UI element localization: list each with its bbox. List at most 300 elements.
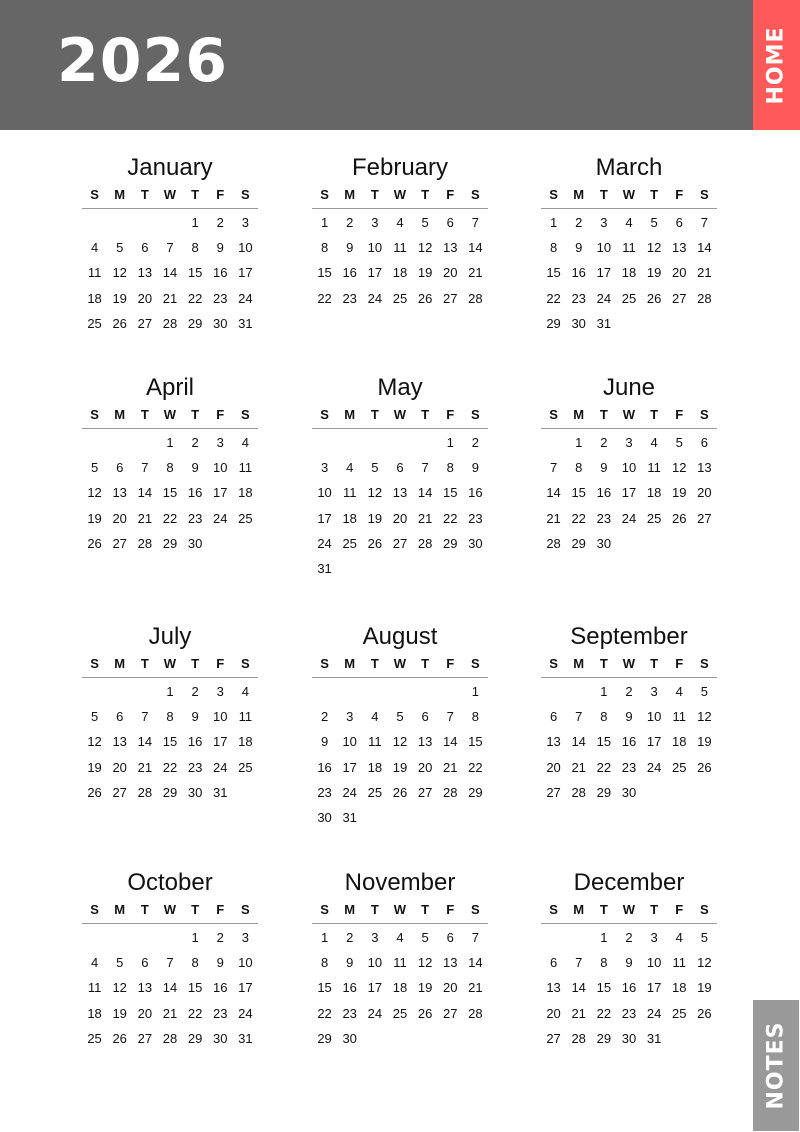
day-cell[interactable]: 22	[571, 510, 586, 526]
day-cell[interactable]: 7	[141, 460, 149, 476]
day-cell[interactable]: 15	[187, 265, 203, 281]
day-cell[interactable]: 21	[468, 265, 483, 281]
day-cell[interactable]: 21	[137, 510, 153, 526]
day-cell[interactable]: 14	[162, 265, 178, 281]
day-cell[interactable]: 22	[596, 759, 612, 775]
day-cell[interactable]: 13	[443, 955, 458, 971]
day-cell[interactable]: 18	[621, 265, 637, 281]
day-cell[interactable]: 17	[342, 759, 357, 775]
day-cell[interactable]: 28	[162, 315, 178, 331]
day-cell[interactable]: 18	[646, 485, 662, 501]
day-cell[interactable]: 6	[446, 930, 454, 945]
day-cell[interactable]: 16	[342, 980, 357, 996]
day-cell[interactable]: 28	[417, 535, 433, 551]
day-cell[interactable]: 14	[468, 955, 483, 971]
day-cell[interactable]: 5	[675, 435, 683, 450]
day-cell[interactable]: 9	[216, 955, 224, 971]
day-cell[interactable]: 14	[697, 240, 712, 256]
day-cell[interactable]: 24	[646, 1005, 662, 1021]
day-cell[interactable]: 24	[596, 290, 612, 306]
day-cell[interactable]: 27	[697, 510, 712, 526]
day-cell[interactable]: 5	[421, 930, 429, 945]
day-cell[interactable]: 23	[317, 784, 332, 800]
day-cell[interactable]: 29	[317, 1030, 332, 1046]
day-cell[interactable]: 23	[571, 290, 586, 306]
day-cell[interactable]: 15	[596, 734, 612, 750]
day-cell[interactable]: 18	[342, 510, 357, 526]
day-cell[interactable]: 12	[697, 709, 712, 725]
day-cell[interactable]: 13	[137, 980, 153, 996]
day-cell[interactable]: 14	[137, 734, 153, 750]
day-cell[interactable]: 23	[187, 759, 203, 775]
day-cell[interactable]: 3	[650, 684, 658, 699]
day-cell[interactable]: 11	[87, 265, 102, 281]
day-cell[interactable]: 7	[166, 240, 174, 256]
day-cell[interactable]: 27	[137, 1030, 153, 1046]
day-cell[interactable]: 10	[213, 709, 228, 725]
day-cell[interactable]: 17	[238, 265, 253, 281]
day-cell[interactable]: 26	[417, 290, 433, 306]
day-cell[interactable]: 7	[700, 215, 708, 230]
day-cell[interactable]: 31	[238, 315, 253, 331]
day-cell[interactable]: 24	[213, 510, 228, 526]
day-cell[interactable]: 1	[446, 435, 454, 450]
day-cell[interactable]: 21	[571, 759, 586, 775]
day-cell[interactable]: 24	[367, 290, 383, 306]
day-cell[interactable]: 11	[87, 980, 102, 996]
day-cell[interactable]: 27	[112, 535, 127, 551]
day-cell[interactable]: 21	[546, 510, 561, 526]
day-cell[interactable]: 5	[421, 215, 429, 230]
day-cell[interactable]: 16	[621, 734, 637, 750]
day-cell[interactable]: 17	[238, 980, 253, 996]
day-cell[interactable]: 17	[646, 734, 662, 750]
day-cell[interactable]: 22	[187, 290, 203, 306]
day-cell[interactable]: 18	[87, 1005, 102, 1021]
day-cell[interactable]: 13	[417, 734, 433, 750]
day-cell[interactable]: 29	[546, 315, 561, 331]
day-cell[interactable]: 11	[368, 734, 382, 750]
day-cell[interactable]: 24	[213, 759, 228, 775]
day-cell[interactable]: 19	[87, 510, 102, 526]
day-cell[interactable]: 3	[216, 684, 224, 699]
day-cell[interactable]: 6	[549, 709, 558, 725]
day-cell[interactable]: 16	[213, 980, 228, 996]
day-cell[interactable]: 5	[90, 709, 99, 725]
day-cell[interactable]: 21	[137, 759, 153, 775]
day-cell[interactable]: 5	[116, 240, 124, 256]
day-cell[interactable]: 2	[346, 215, 354, 230]
day-cell[interactable]: 7	[575, 955, 583, 971]
day-cell[interactable]: 14	[468, 240, 483, 256]
day-cell[interactable]: 16	[342, 265, 357, 281]
day-cell[interactable]: 14	[571, 980, 586, 996]
day-cell[interactable]: 6	[549, 955, 558, 971]
day-cell[interactable]: 26	[87, 535, 102, 551]
day-cell[interactable]: 22	[468, 759, 483, 775]
day-cell[interactable]: 14	[417, 485, 433, 501]
notes-tab[interactable]	[753, 1000, 799, 1131]
day-cell[interactable]: 29	[162, 784, 178, 800]
day-cell[interactable]: 4	[650, 435, 658, 450]
day-cell[interactable]: 1	[166, 684, 174, 699]
day-cell[interactable]: 3	[346, 709, 354, 725]
day-cell[interactable]: 18	[87, 290, 102, 306]
day-cell[interactable]: 5	[396, 709, 404, 725]
day-cell[interactable]: 9	[575, 240, 583, 256]
day-cell[interactable]: 6	[141, 955, 149, 971]
day-cell[interactable]: 10	[646, 709, 662, 725]
day-cell[interactable]: 25	[672, 759, 687, 775]
day-cell[interactable]: 13	[112, 734, 127, 750]
day-cell[interactable]: 20	[443, 980, 458, 996]
day-cell[interactable]: 31	[213, 784, 228, 800]
day-cell[interactable]: 4	[90, 955, 99, 971]
day-cell[interactable]: 28	[571, 1030, 586, 1046]
day-cell[interactable]: 28	[137, 784, 153, 800]
day-cell[interactable]: 22	[317, 290, 332, 306]
day-cell[interactable]: 15	[317, 980, 332, 996]
day-cell[interactable]: 25	[342, 535, 357, 551]
day-cell[interactable]: 9	[216, 240, 224, 256]
day-cell[interactable]: 9	[191, 460, 199, 476]
day-cell[interactable]: 19	[646, 265, 662, 281]
day-cell[interactable]: 25	[367, 784, 383, 800]
day-cell[interactable]: 30	[621, 784, 637, 800]
day-cell[interactable]: 20	[112, 510, 127, 526]
day-cell[interactable]: 12	[697, 955, 712, 971]
day-cell[interactable]: 11	[647, 460, 661, 476]
day-cell[interactable]: 26	[112, 315, 127, 331]
day-cell[interactable]: 15	[443, 485, 458, 501]
day-cell[interactable]: 8	[600, 709, 608, 725]
day-cell[interactable]: 15	[317, 265, 332, 281]
day-cell[interactable]: 16	[468, 485, 483, 501]
day-cell[interactable]: 11	[672, 955, 686, 971]
day-cell[interactable]: 3	[241, 930, 249, 945]
day-cell[interactable]: 1	[471, 684, 479, 699]
day-cell[interactable]: 20	[112, 759, 127, 775]
day-cell[interactable]: 20	[697, 485, 712, 501]
day-cell[interactable]: 29	[187, 1030, 203, 1046]
day-cell[interactable]: 8	[471, 709, 479, 725]
day-cell[interactable]: 18	[238, 734, 253, 750]
day-cell[interactable]: 6	[700, 435, 708, 450]
day-cell[interactable]: 29	[571, 535, 586, 551]
day-cell[interactable]: 1	[320, 215, 329, 230]
day-cell[interactable]: 14	[546, 485, 561, 501]
day-cell[interactable]: 26	[646, 290, 662, 306]
day-cell[interactable]: 19	[697, 734, 712, 750]
day-cell[interactable]: 31	[596, 315, 612, 331]
day-cell[interactable]: 24	[646, 759, 662, 775]
day-cell[interactable]: 25	[672, 1005, 687, 1021]
day-cell[interactable]: 23	[213, 1005, 228, 1021]
day-cell[interactable]: 7	[471, 215, 479, 230]
day-cell[interactable]: 5	[371, 460, 379, 476]
day-cell[interactable]: 13	[546, 734, 561, 750]
day-cell[interactable]: 31	[317, 561, 332, 576]
day-cell[interactable]: 4	[675, 684, 683, 699]
day-cell[interactable]: 29	[162, 535, 178, 551]
day-cell[interactable]: 22	[546, 290, 561, 306]
day-cell[interactable]: 28	[443, 784, 458, 800]
day-cell[interactable]: 3	[320, 460, 329, 476]
day-cell[interactable]: 31	[646, 1030, 662, 1046]
day-cell[interactable]: 26	[367, 535, 383, 551]
day-cell[interactable]: 4	[625, 215, 633, 230]
day-cell[interactable]: 2	[600, 435, 608, 450]
day-cell[interactable]: 8	[446, 460, 454, 476]
day-cell[interactable]: 23	[468, 510, 483, 526]
day-cell[interactable]: 11	[672, 709, 686, 725]
day-cell[interactable]: 25	[392, 290, 408, 306]
day-cell[interactable]: 7	[549, 460, 558, 476]
day-cell[interactable]: 1	[549, 215, 558, 230]
day-cell[interactable]: 16	[187, 485, 203, 501]
day-cell[interactable]: 27	[417, 784, 433, 800]
day-cell[interactable]: 6	[421, 709, 429, 725]
day-cell[interactable]: 4	[396, 215, 404, 230]
day-cell[interactable]: 2	[575, 215, 583, 230]
day-cell[interactable]: 4	[346, 460, 354, 476]
day-cell[interactable]: 8	[191, 955, 199, 971]
day-cell[interactable]: 23	[596, 510, 612, 526]
day-cell[interactable]: 29	[443, 535, 458, 551]
day-cell[interactable]: 24	[621, 510, 637, 526]
day-cell[interactable]: 14	[137, 485, 153, 501]
day-cell[interactable]: 10	[238, 240, 253, 256]
day-cell[interactable]: 21	[162, 290, 178, 306]
day-cell[interactable]: 13	[112, 485, 127, 501]
day-cell[interactable]: 31	[342, 810, 357, 825]
day-cell[interactable]: 8	[320, 240, 329, 256]
day-cell[interactable]: 17	[646, 980, 662, 996]
day-cell[interactable]: 2	[216, 930, 224, 945]
home-tab[interactable]	[753, 0, 800, 130]
day-cell[interactable]: 18	[238, 485, 253, 501]
day-cell[interactable]: 13	[546, 980, 561, 996]
day-cell[interactable]: 5	[700, 684, 708, 699]
day-cell[interactable]: 22	[162, 759, 178, 775]
day-cell[interactable]: 27	[443, 290, 458, 306]
day-cell[interactable]: 21	[697, 265, 712, 281]
day-cell[interactable]: 29	[468, 784, 483, 800]
day-cell[interactable]: 20	[392, 510, 408, 526]
day-cell[interactable]: 9	[625, 955, 633, 971]
day-cell[interactable]: 12	[112, 265, 127, 281]
day-cell[interactable]: 17	[621, 485, 637, 501]
day-cell[interactable]: 28	[571, 784, 586, 800]
day-cell[interactable]: 3	[625, 435, 633, 450]
day-cell[interactable]: 27	[672, 290, 687, 306]
day-cell[interactable]: 4	[371, 709, 379, 725]
day-cell[interactable]: 2	[216, 215, 224, 230]
day-cell[interactable]: 20	[546, 1005, 561, 1021]
day-cell[interactable]: 11	[342, 485, 357, 501]
day-cell[interactable]: 25	[238, 759, 253, 775]
day-cell[interactable]: 10	[342, 734, 357, 750]
day-cell[interactable]: 9	[346, 955, 354, 971]
day-cell[interactable]: 26	[697, 1005, 712, 1021]
day-cell[interactable]: 23	[187, 510, 203, 526]
day-cell[interactable]: 17	[317, 510, 332, 526]
day-cell[interactable]: 7	[421, 460, 429, 476]
day-cell[interactable]: 11	[238, 709, 253, 725]
day-cell[interactable]: 6	[116, 460, 124, 476]
day-cell[interactable]: 3	[241, 215, 249, 230]
day-cell[interactable]: 12	[112, 980, 127, 996]
day-cell[interactable]: 10	[317, 485, 332, 501]
day-cell[interactable]: 21	[468, 980, 483, 996]
day-cell[interactable]: 30	[317, 810, 332, 825]
day-cell[interactable]: 12	[392, 734, 408, 750]
day-cell[interactable]: 18	[392, 265, 408, 281]
day-cell[interactable]: 12	[87, 485, 102, 501]
day-cell[interactable]: 6	[141, 240, 149, 256]
day-cell[interactable]: 16	[571, 265, 586, 281]
day-cell[interactable]: 7	[471, 930, 479, 945]
day-cell[interactable]: 8	[191, 240, 199, 256]
day-cell[interactable]: 24	[367, 1005, 383, 1021]
day-cell[interactable]: 17	[213, 485, 228, 501]
day-cell[interactable]: 1	[600, 930, 608, 945]
day-cell[interactable]: 1	[600, 684, 608, 699]
day-cell[interactable]: 10	[367, 955, 383, 971]
day-cell[interactable]: 25	[646, 510, 662, 526]
day-cell[interactable]: 22	[162, 510, 178, 526]
day-cell[interactable]: 11	[622, 240, 636, 256]
day-cell[interactable]: 25	[87, 315, 102, 331]
day-cell[interactable]: 18	[672, 734, 687, 750]
day-cell[interactable]: 23	[342, 1005, 357, 1021]
day-cell[interactable]: 17	[367, 265, 383, 281]
day-cell[interactable]: 19	[367, 510, 383, 526]
day-cell[interactable]: 30	[342, 1030, 357, 1046]
day-cell[interactable]: 26	[87, 784, 102, 800]
day-cell[interactable]: 19	[87, 759, 102, 775]
day-cell[interactable]: 19	[392, 759, 408, 775]
day-cell[interactable]: 7	[575, 709, 583, 725]
day-cell[interactable]: 30	[187, 535, 203, 551]
day-cell[interactable]: 12	[417, 955, 433, 971]
day-cell[interactable]: 3	[371, 930, 379, 945]
day-cell[interactable]: 9	[320, 734, 329, 750]
day-cell[interactable]: 30	[596, 535, 612, 551]
day-cell[interactable]: 2	[320, 709, 329, 725]
day-cell[interactable]: 2	[191, 435, 199, 450]
day-cell[interactable]: 14	[443, 734, 458, 750]
day-cell[interactable]: 4	[90, 240, 99, 256]
day-cell[interactable]: 9	[346, 240, 354, 256]
day-cell[interactable]: 19	[672, 485, 687, 501]
day-cell[interactable]: 16	[187, 734, 203, 750]
day-cell[interactable]: 27	[546, 1030, 561, 1046]
day-cell[interactable]: 27	[112, 784, 127, 800]
day-cell[interactable]: 18	[367, 759, 383, 775]
day-cell[interactable]: 24	[238, 1005, 253, 1021]
day-cell[interactable]: 26	[417, 1005, 433, 1021]
day-cell[interactable]: 10	[367, 240, 383, 256]
day-cell[interactable]: 15	[187, 980, 203, 996]
day-cell[interactable]: 8	[166, 460, 174, 476]
day-cell[interactable]: 18	[392, 980, 408, 996]
day-cell[interactable]: 6	[446, 215, 454, 230]
day-cell[interactable]: 9	[191, 709, 199, 725]
day-cell[interactable]: 16	[621, 980, 637, 996]
day-cell[interactable]: 1	[191, 215, 199, 230]
day-cell[interactable]: 10	[213, 460, 228, 476]
day-cell[interactable]: 12	[367, 485, 383, 501]
day-cell[interactable]: 26	[392, 784, 408, 800]
day-cell[interactable]: 20	[546, 759, 561, 775]
day-cell[interactable]: 30	[187, 784, 203, 800]
day-cell[interactable]: 26	[672, 510, 687, 526]
day-cell[interactable]: 26	[697, 759, 712, 775]
day-cell[interactable]: 25	[392, 1005, 408, 1021]
day-cell[interactable]: 2	[625, 684, 633, 699]
day-cell[interactable]: 31	[238, 1030, 253, 1046]
day-cell[interactable]: 16	[317, 759, 332, 775]
day-cell[interactable]: 5	[700, 930, 708, 945]
day-cell[interactable]: 30	[213, 315, 228, 331]
day-cell[interactable]: 8	[549, 240, 558, 256]
day-cell[interactable]: 22	[317, 1005, 332, 1021]
day-cell[interactable]: 1	[191, 930, 199, 945]
day-cell[interactable]: 30	[468, 535, 483, 551]
day-cell[interactable]: 15	[162, 734, 178, 750]
day-cell[interactable]: 19	[417, 265, 433, 281]
day-cell[interactable]: 8	[600, 955, 608, 971]
day-cell[interactable]: 18	[672, 980, 687, 996]
day-cell[interactable]: 6	[396, 460, 404, 476]
day-cell[interactable]: 9	[600, 460, 608, 476]
day-cell[interactable]: 20	[137, 1005, 153, 1021]
day-cell[interactable]: 15	[468, 734, 483, 750]
day-cell[interactable]: 4	[241, 435, 249, 450]
day-cell[interactable]: 10	[646, 955, 662, 971]
day-cell[interactable]: 15	[546, 265, 561, 281]
day-cell[interactable]: 28	[468, 290, 483, 306]
day-cell[interactable]: 23	[621, 1005, 637, 1021]
day-cell[interactable]: 22	[596, 1005, 612, 1021]
day-cell[interactable]: 3	[371, 215, 379, 230]
day-cell[interactable]: 24	[317, 535, 332, 551]
day-cell[interactable]: 25	[87, 1030, 102, 1046]
day-cell[interactable]: 3	[650, 930, 658, 945]
day-cell[interactable]: 2	[346, 930, 354, 945]
day-cell[interactable]: 20	[137, 290, 153, 306]
day-cell[interactable]: 27	[392, 535, 408, 551]
day-cell[interactable]: 22	[187, 1005, 203, 1021]
day-cell[interactable]: 20	[672, 265, 687, 281]
day-cell[interactable]: 30	[213, 1030, 228, 1046]
day-cell[interactable]: 17	[596, 265, 612, 281]
day-cell[interactable]: 8	[575, 460, 583, 476]
day-cell[interactable]: 13	[672, 240, 687, 256]
day-cell[interactable]: 21	[443, 759, 458, 775]
day-cell[interactable]: 11	[393, 955, 407, 971]
day-cell[interactable]: 15	[571, 485, 586, 501]
day-cell[interactable]: 28	[468, 1005, 483, 1021]
day-cell[interactable]: 2	[625, 930, 633, 945]
day-cell[interactable]: 25	[238, 510, 253, 526]
day-cell[interactable]: 19	[697, 980, 712, 996]
day-cell[interactable]: 29	[596, 1030, 612, 1046]
day-cell[interactable]: 4	[675, 930, 683, 945]
day-cell[interactable]: 19	[112, 290, 127, 306]
day-cell[interactable]: 24	[238, 290, 253, 306]
